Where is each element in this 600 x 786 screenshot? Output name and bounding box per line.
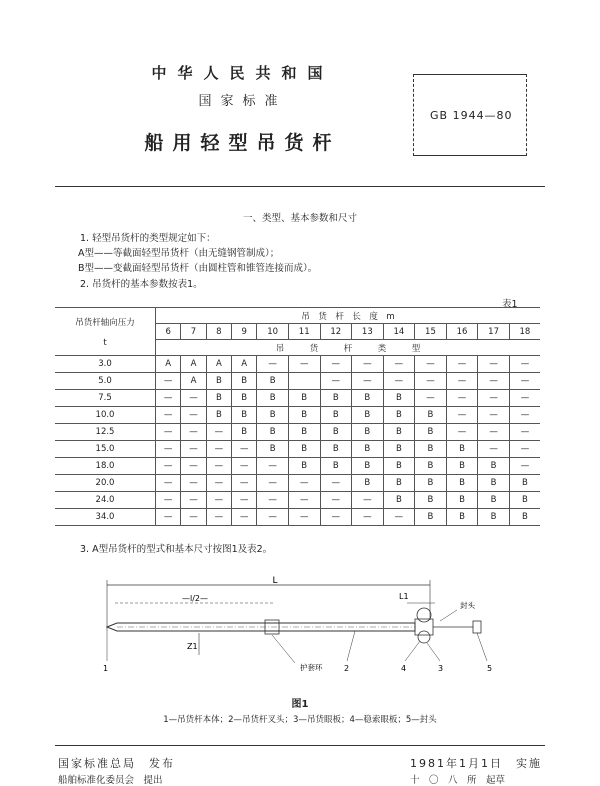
type-cell: B [383,475,415,492]
type-cell: — [206,424,231,441]
type-cell: — [181,407,206,424]
type-cell: B [206,373,231,390]
type-cell: — [288,475,320,492]
type-cell: — [156,509,181,526]
parameter-table [55,307,540,526]
type-cell: — [156,424,181,441]
type-cell: — [415,373,447,390]
type-cell: — [206,509,231,526]
type-cell: — [320,475,352,492]
load-cell: 24.0 [55,492,156,509]
type-cell: — [352,492,384,509]
type-cell: — [478,356,510,373]
length-value: 14 [383,324,415,340]
length-value: 10 [257,324,289,340]
type-cell: A [181,373,206,390]
type-cell: B [257,390,289,407]
section-heading: 一、类型、基本参数和尺寸 [242,213,357,224]
type-cell: B [352,458,384,475]
type-cell: — [181,492,206,509]
type-cell: — [509,407,540,424]
length-value: 18 [509,324,540,340]
type-cell: — [320,373,352,390]
type-cell: — [446,390,478,407]
type-cell: — [320,492,352,509]
type-cell: — [509,424,540,441]
intro-line-4: 2. 吊货杆的基本参数按表1。 [80,279,203,290]
type-cell: — [206,458,231,475]
type-cell: — [352,356,384,373]
type-cell: — [509,356,540,373]
type-cell: — [206,475,231,492]
type-cell: B [478,475,510,492]
table-row [55,492,540,509]
part-number-2: 2 [344,664,350,673]
type-cell: — [181,458,206,475]
length-value: 17 [478,324,510,340]
table-row [55,390,540,407]
type-cell: B [446,458,478,475]
type-cell: B [478,492,510,509]
type-cell: B [232,407,257,424]
type-cell: B [232,424,257,441]
type-cell: — [257,492,289,509]
type-cell: B [509,475,540,492]
type-cell: B [383,390,415,407]
type-cell: — [478,407,510,424]
type-cell: — [478,424,510,441]
type-cell: — [415,356,447,373]
type-cell: B [478,509,510,526]
type-cell: B [288,424,320,441]
type-cell: B [352,441,384,458]
type-cell: B [415,407,447,424]
type-cell: — [288,509,320,526]
collar-label: 护套环 [300,663,323,672]
type-cell: — [232,475,257,492]
load-header: 吊货杆轴向压力 t [55,308,156,356]
type-cell: — [156,458,181,475]
type-cell: B [383,424,415,441]
type-cell: — [257,458,289,475]
type-cell: B [446,509,478,526]
note-3: 3. A型吊货杆的型式和基本尺寸按图1及表2。 [80,544,273,555]
type-cell: — [320,509,352,526]
length-value: 8 [206,324,231,340]
part-number-1: 1 [103,664,109,673]
table-row [55,458,540,475]
type-cell [288,373,320,390]
type-cell: B [288,458,320,475]
type-cell: — [509,373,540,390]
type-cell: B [257,373,289,390]
type-cell: — [156,407,181,424]
type-cell: — [156,390,181,407]
length-value: 6 [156,324,181,340]
type-cell: B [509,509,540,526]
document-title: 船用轻型吊货杆 [144,132,341,154]
length-header: 吊 货 杆 长 度 m [156,308,541,324]
type-cell: B [206,390,231,407]
type-cell: — [181,475,206,492]
length-value: 16 [446,324,478,340]
type-cell: — [257,509,289,526]
intro-line-1: 1. 轻型吊货杆的类型规定如下： [80,233,216,244]
table-row [55,356,540,373]
type-cell: — [446,424,478,441]
type-cell: B [383,458,415,475]
type-cell: — [257,356,289,373]
type-cell: — [232,441,257,458]
dimension-half-label: —l/2— [181,594,209,603]
dimension-L-label: L [272,576,278,586]
type-cell: — [415,390,447,407]
type-cell: B [288,407,320,424]
load-cell: 3.0 [55,356,156,373]
type-cell: — [478,373,510,390]
type-header: 吊 货 杆 类 型 [156,340,541,356]
type-cell: B [320,441,352,458]
table-row [55,424,540,441]
footer-divider [55,745,545,746]
standard-code: GB 1944—80 [430,109,513,122]
type-cell: — [509,441,540,458]
type-cell: B [352,390,384,407]
load-cell: 5.0 [55,373,156,390]
type-cell: — [181,390,206,407]
table-row [55,509,540,526]
type-cell: B [446,441,478,458]
type-cell: — [206,492,231,509]
type-cell: B [415,458,447,475]
type-cell: B [206,407,231,424]
type-cell: — [156,475,181,492]
type-cell: A [156,356,181,373]
footer-proposer: 船舶标准化委员会 提出 [58,775,163,786]
figure-legend: 1—吊货杆本体；2—吊货杆叉头；3—吊货眼板；4—稳索眼板；5—封头 [163,715,437,725]
type-cell: B [415,492,447,509]
load-cell: 20.0 [55,475,156,492]
type-cell: B [232,373,257,390]
type-cell: — [232,509,257,526]
end-cap [473,621,481,633]
part-number-3: 3 [438,664,444,673]
type-cell: B [415,441,447,458]
footer-publisher: 国家标准总局 发布 [58,757,175,770]
standard-type: 国家标准 [198,94,287,109]
dimension-z1-label: Z1 [187,642,198,651]
load-cell: 10.0 [55,407,156,424]
end-cap-label: 封头 [460,601,475,610]
table-row [55,441,540,458]
footer-effective-date: 1981年1月1日 实施 [410,757,542,770]
length-value: 12 [320,324,352,340]
load-cell: 34.0 [55,509,156,526]
type-cell: — [232,458,257,475]
type-cell: — [352,373,384,390]
type-cell: B [383,441,415,458]
country-name: 中华人民共和国 [151,64,334,82]
type-cell: — [509,390,540,407]
type-cell: B [383,492,415,509]
type-cell: B [446,492,478,509]
type-cell: — [288,492,320,509]
table-row [55,407,540,424]
type-cell: — [181,441,206,458]
type-cell: — [257,475,289,492]
table-label: 表1 [502,299,518,310]
type-cell: B [352,424,384,441]
footer-drafting-org: 十 〇 八 所 起草 [410,775,506,786]
type-cell: B [415,509,447,526]
type-cell: — [156,373,181,390]
table-row [55,475,540,492]
type-cell: — [383,509,415,526]
type-cell: — [446,407,478,424]
dimension-L1-label: L1 [399,592,409,601]
type-cell: B [257,424,289,441]
load-cell: 12.5 [55,424,156,441]
boom-head [415,619,433,635]
type-cell: A [206,356,231,373]
type-cell: B [257,407,289,424]
type-cell: — [478,390,510,407]
header-divider [55,186,545,187]
type-cell: — [181,424,206,441]
length-value: 11 [288,324,320,340]
type-cell: — [156,441,181,458]
type-cell: B [320,390,352,407]
type-cell: — [156,492,181,509]
length-value: 15 [415,324,447,340]
type-cell: — [509,458,540,475]
type-cell: B [352,407,384,424]
type-cell: — [206,441,231,458]
length-value: 13 [352,324,384,340]
type-cell: B [320,424,352,441]
table-body [55,356,540,526]
type-cell: A [232,356,257,373]
cargo-eye-plate [417,608,431,622]
type-cell: — [320,356,352,373]
type-cell: B [320,407,352,424]
figure-1-drawing [95,575,525,690]
type-cell: B [446,475,478,492]
load-cell: 18.0 [55,458,156,475]
intro-line-2: A型——等截面轻型吊货杆（由无缝钢管制成）； [78,248,280,259]
type-cell: B [478,458,510,475]
length-value: 7 [181,324,206,340]
table-row [55,373,540,390]
load-cell: 15.0 [55,441,156,458]
type-cell: — [446,373,478,390]
type-cell: B [257,441,289,458]
type-cell: B [415,475,447,492]
figure-caption: 图1 [291,699,309,710]
type-cell: B [232,390,257,407]
type-cell: — [478,441,510,458]
type-cell: B [320,458,352,475]
type-cell: — [383,373,415,390]
type-cell: B [415,424,447,441]
load-cell: 7.5 [55,390,156,407]
length-value: 9 [232,324,257,340]
type-cell: B [288,441,320,458]
type-cell: — [383,356,415,373]
type-cell: B [288,390,320,407]
type-cell: B [509,492,540,509]
type-cell: — [352,509,384,526]
type-cell: A [181,356,206,373]
type-cell: B [383,407,415,424]
intro-line-3: B型——变截面轻型吊货杆（由圆柱管和锥管连接而成）。 [78,263,318,274]
type-cell: — [181,509,206,526]
part-number-4: 4 [401,664,407,673]
type-cell: — [446,356,478,373]
part-number-5: 5 [487,664,493,673]
type-cell: B [352,475,384,492]
type-cell: — [232,492,257,509]
type-cell: — [288,356,320,373]
